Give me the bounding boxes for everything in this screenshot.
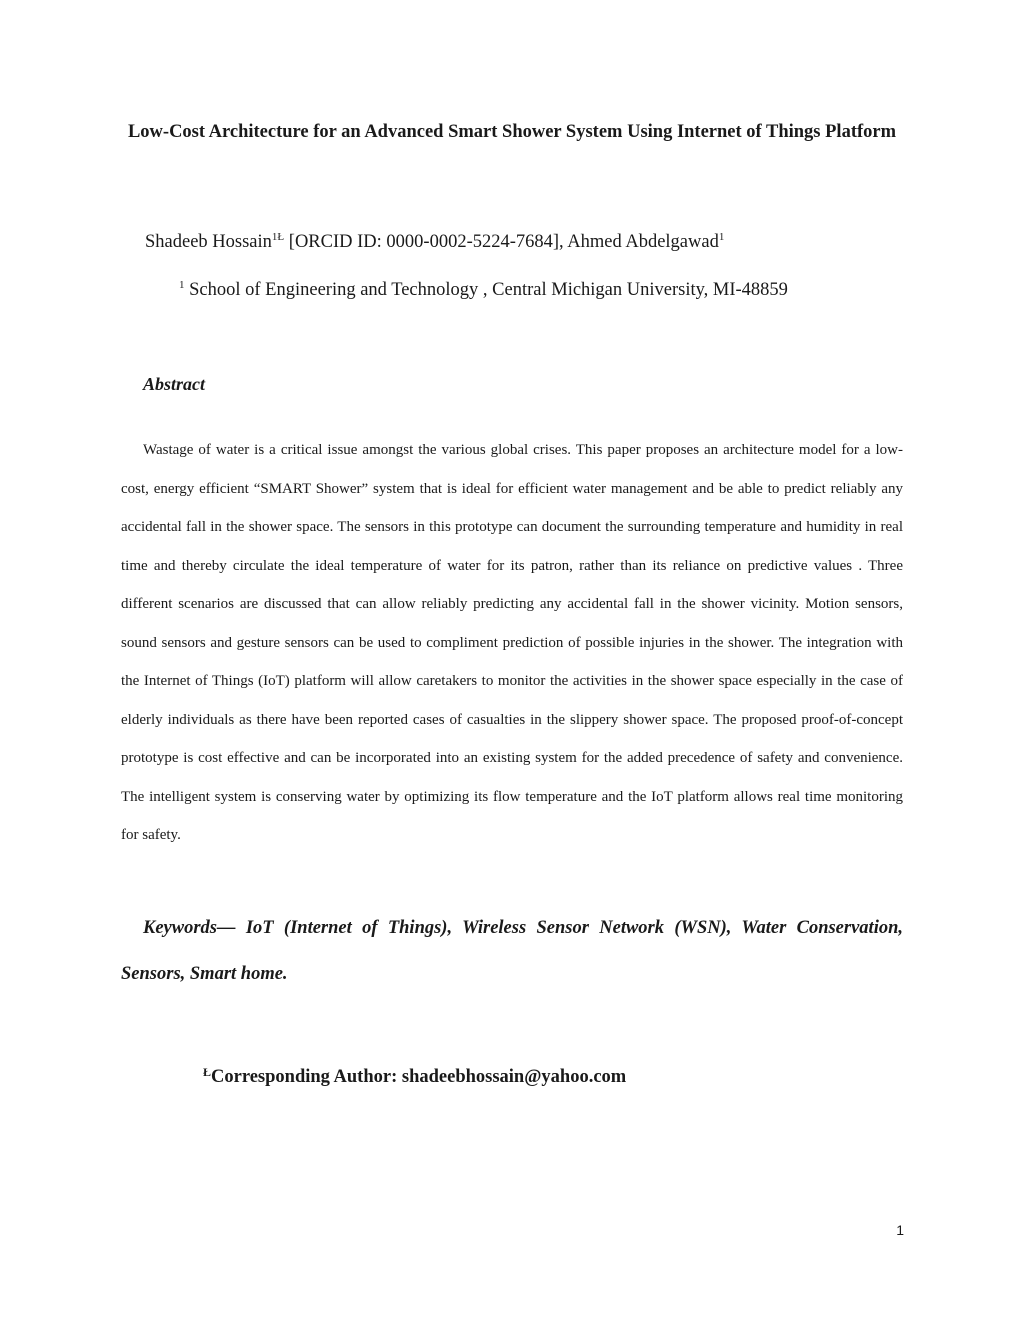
keywords: Keywords— IoT (Internet of Things), Wireless Sensor Network (WSN), Water Conservation, Sensors, Smart home. [121, 918, 903, 984]
author-name: Shadeeb Hossain [145, 232, 272, 252]
orcid-and-coauthor: [ORCID ID: 0000-0002-5224-7684], Ahmed Abdelgawad [284, 232, 719, 252]
author-line [145, 232, 724, 253]
affiliation-superscript: 1 [179, 279, 185, 291]
paper-title: Low-Cost Architecture for an Advanced Smart Shower System Using Internet of Things Platform [127, 122, 897, 142]
affiliation-line [179, 280, 788, 301]
page-number: 1 [896, 1222, 904, 1238]
coauthor-superscript: 1 [718, 231, 725, 243]
affiliation-text: School of Engineering and Technology , Central Michigan University, MI-48859 [184, 280, 788, 300]
author-superscript: 1Ł [271, 231, 285, 243]
corresponding-mark: Ł [203, 1065, 212, 1079]
corresponding-text: Corresponding Author: shadeebhossain@yahoo.com [211, 1067, 627, 1087]
abstract-heading: Abstract [143, 374, 206, 394]
abstract-body: Wastage of water is a critical issue amongst the various global crises. This paper proposes an architecture model for a low-cost, energy efficient “SMART Shower” system that is ideal for efficient water management and be able to predict reliably any accidental fall in the shower space. The sensors in this prototype can document the surrounding temperature and humidity in real time and thereby circulate the ideal temperature of water for its patron, rather than its reliance on predictive values . Three different scenarios are discussed that can allow reliably predicting any accidental fall in the shower vicinity. Motion sensors, sound sensors and gesture sensors can be used to compliment prediction of possible injuries in the shower. The integration with the Internet of Things (IoT) platform will allow caretakers to monitor the activities in the shower space especially in the case of elderly individuals as there have been reported cases of casualties in the slippery shower space. The proposed proof-of-concept prototype is cost effective and can be incorporated into an existing system for the added precedence of safety and convenience. The intelligent system is conserving water by optimizing its flow temperature and the IoT platform allows real time monitoring for safety. [121, 442, 903, 843]
corresponding-author [203, 1067, 626, 1088]
